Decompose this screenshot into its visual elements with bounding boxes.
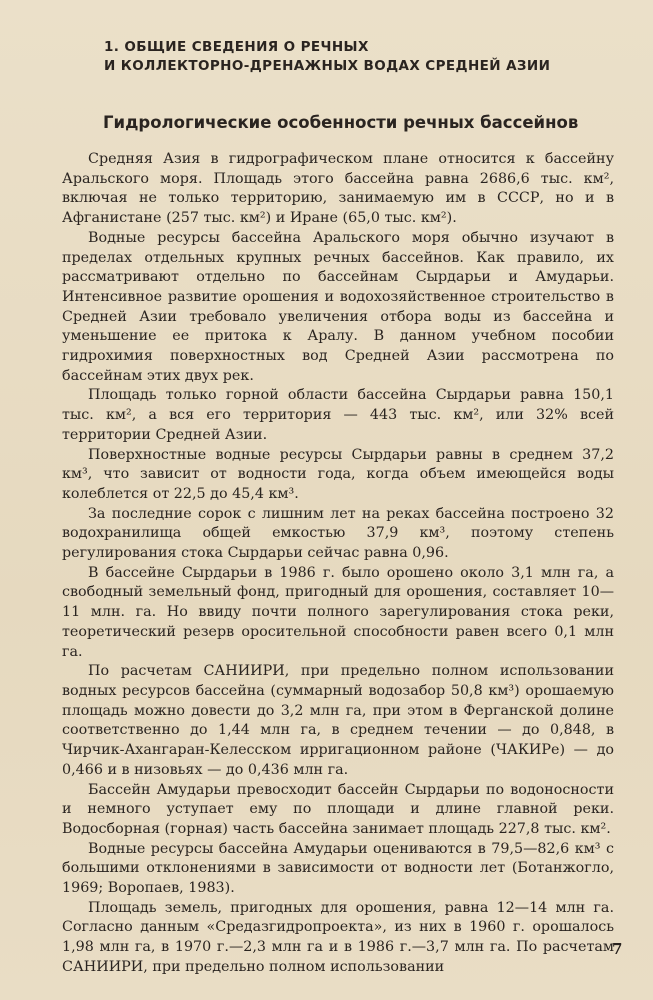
paragraph: Бассейн Амударьи превосходит бассейн Сырдарьи по водоносности и немного уступает ему по площади и длине главной реки. Водосборная (горная) часть бассейна занимает площадь 227,8 тыс. км².: [62, 781, 614, 837]
paragraph: Водные ресурсы бассейна Амударьи оцениваются в 79,5—82,6 км³ с большими отклонениями в зависимости от водности лет (Ботанжогло, 1969; Воропаев, 1983).: [62, 840, 614, 897]
paragraph: Площадь только горной области бассейна Сырдарьи равна 150,1 тыс. км², а вся его территория — 443 тыс. км², или 32% всей территории Средней Азии.: [62, 387, 614, 443]
paragraph: Водные ресурсы бассейна Аральского моря обычно изучают в пределах отдельных крупных речных бассейнов. Как правило, их рассматривают отдельно по бассейнам Сырдарьи и Амударьи. Интенсивное развитие орошения и водохозяйственное строительство в Средней Азии требовало увеличения отбора воды из бассейна и уменьшение ее притока к Аралу. В данном учебном пособии гидрохимия поверхностных вод Средней Азии рассмотрена по бассейнам этих двух рек.: [62, 229, 614, 384]
chapter-heading-line-2: И КОЛЛЕКТОРНО-ДРЕНАЖНЫХ ВОДАХ СРЕДНЕЙ АЗИИ: [104, 58, 551, 74]
section-heading: Гидрологические особенности речных бассейнов: [103, 113, 579, 132]
paragraph: По расчетам САНИИРИ, при предельно полном использовании водных ресурсов бассейна (суммарный водозабор 50,8 км³) орошаемую площадь можно довести до 3,2 млн га, при этом в Ферганской долине соответственно до 1,44 млн га, в среднем течении — до 0,848, в Чирчик-Ахангаран-Келесском ирригационном районе (ЧАКИРе) — до 0,466 и в низовьях — до 0,436 млн га.: [62, 663, 614, 778]
paragraph: Средняя Азия в гидрографическом плане относится к бассейну Аральского моря. Площадь этого бассейна равна 2686,6 тыс. км², включая не только территорию, занимаемую им в СССР, но и в Афганистане (257 тыс. км²) и Иране (65,0 тыс. км²).: [62, 151, 614, 227]
body-text: [62, 150, 614, 978]
chapter-heading-line-1: 1. ОБЩИЕ СВЕДЕНИЯ О РЕЧНЫХ: [104, 39, 369, 55]
paragraph: Поверхностные водные ресурсы Сырдарьи равны в среднем 37,2 км³, что зависит от водности года, когда объем имеющейся воды колеблется от 22,5 до 45,4 км³.: [62, 446, 614, 502]
chapter-heading: [104, 38, 604, 76]
paragraph: За последние сорок с лишним лет на реках бассейна построено 32 водохранилища общей емкостью 37,9 км³, поэтому степень регулирования стока Сырдарьи сейчас равна 0,96.: [62, 505, 614, 562]
paragraph: Площадь земель, пригодных для орошения, равна 12—14 млн га. Согласно данным «Средазгидропроекта», из них в 1960 г. орошалось 1,98 млн га, в 1970 г.—2,3 млн га и в 1986 г.—3,7 млн га. По расчетам САНИИРИ, при предельно полном использовании: [62, 899, 614, 975]
paragraph: В бассейне Сырдарьи в 1986 г. было орошено около 3,1 млн га, а свободный земельный фонд, пригодный для орошения, составляет 10—11 млн. га. Но ввиду почти полного зарегулирования стока реки, теоретический резерв оросительной способности равен всего 0,1 млн га.: [62, 564, 614, 660]
page-number: 7: [612, 940, 623, 958]
